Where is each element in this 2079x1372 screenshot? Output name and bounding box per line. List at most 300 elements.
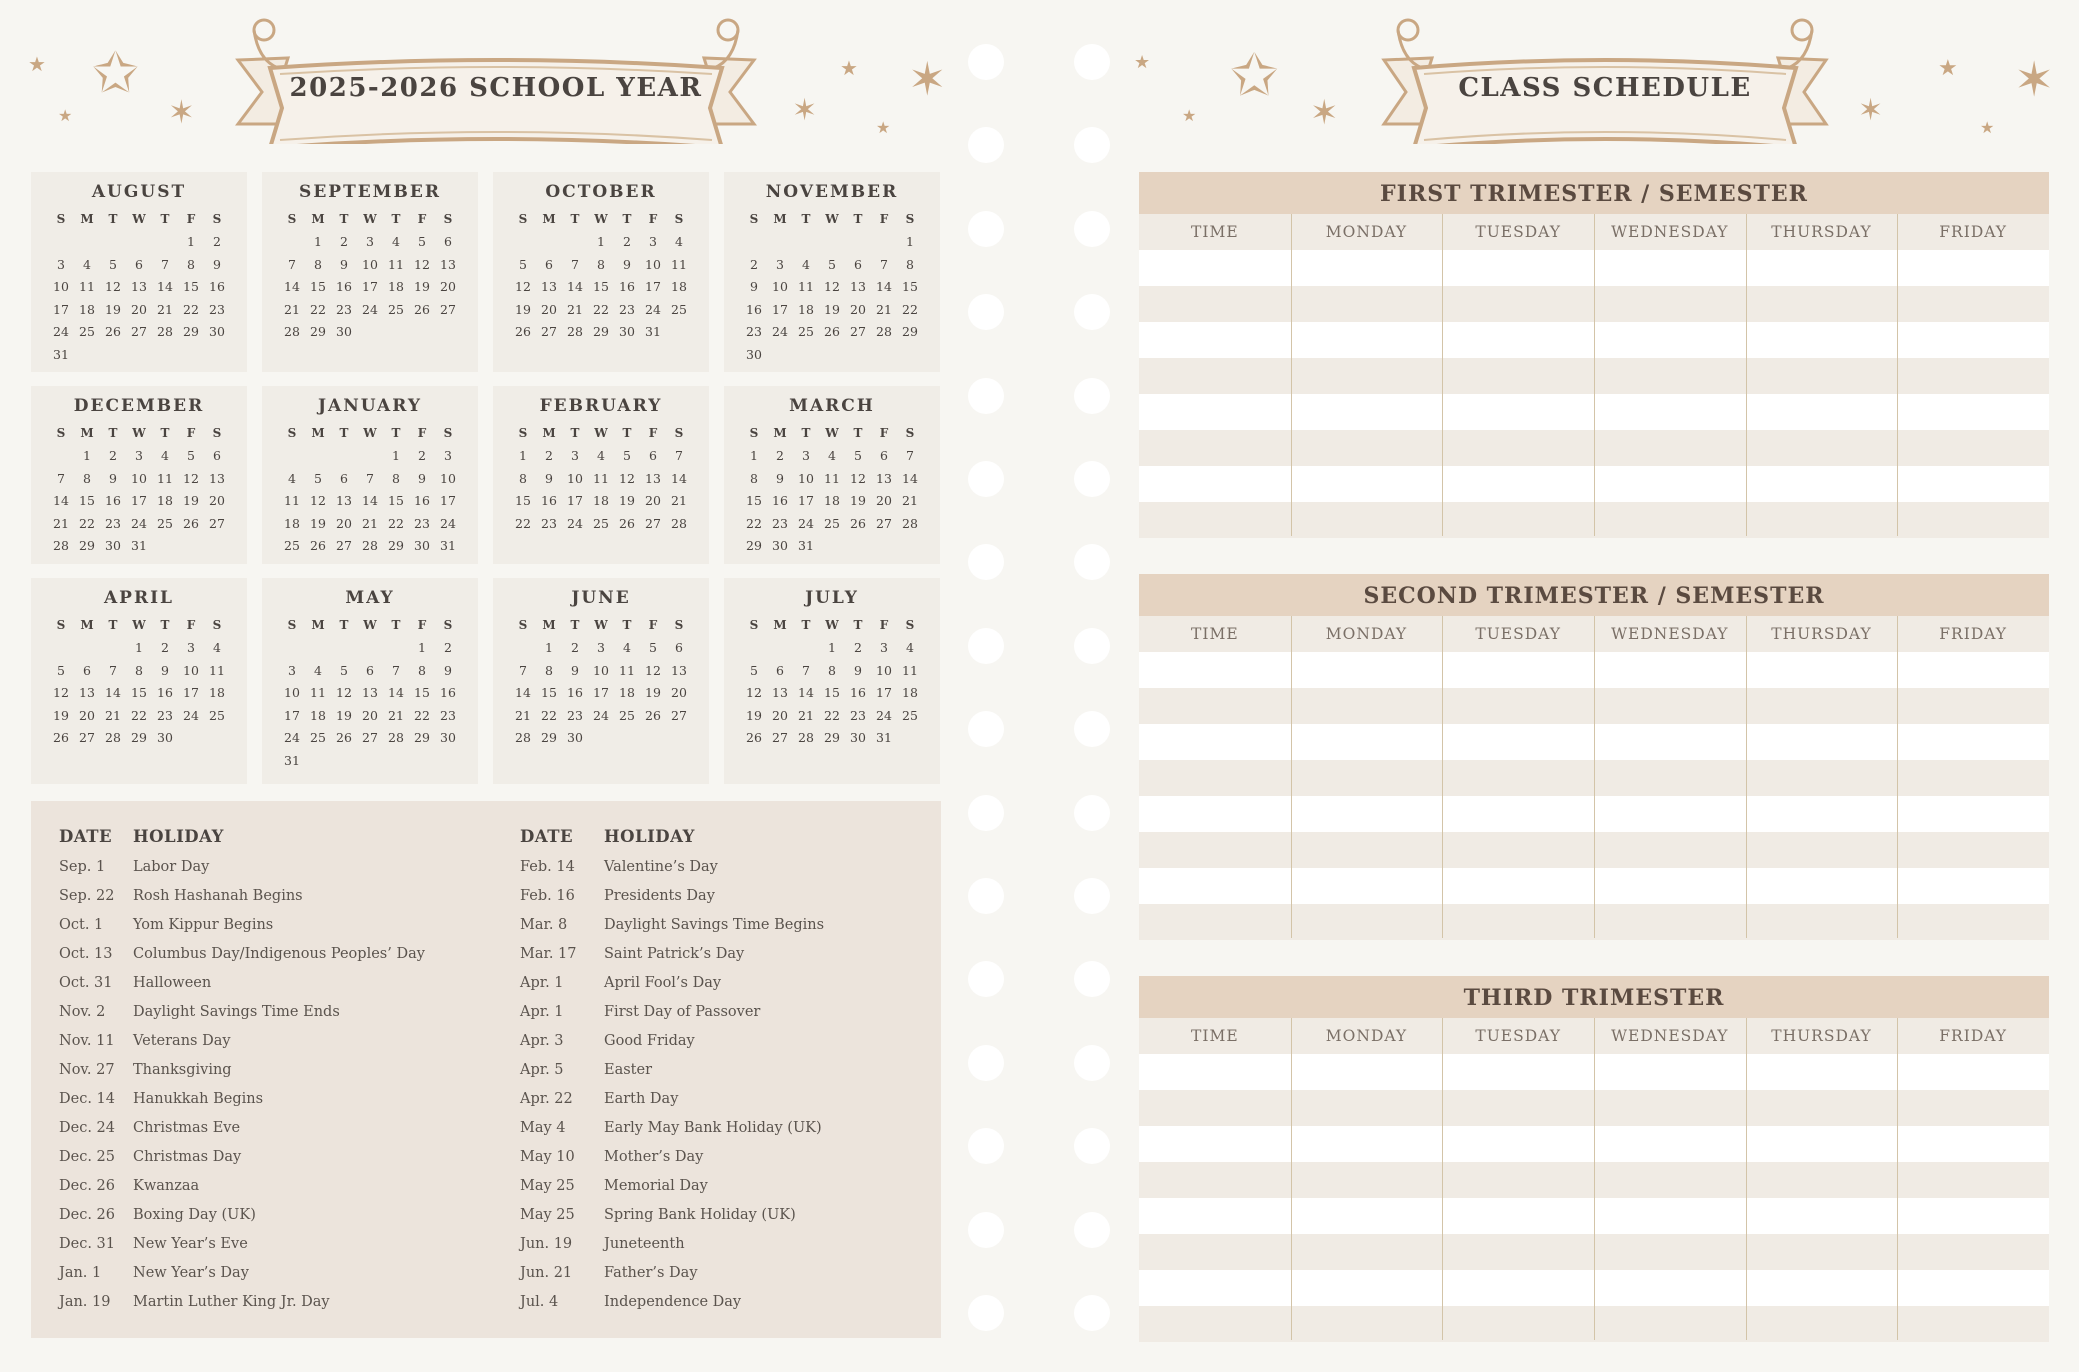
calendar-day: 12 — [515, 279, 531, 294]
weekday-letter: T — [160, 618, 170, 632]
star-icon: ★ — [876, 118, 891, 137]
calendar-day: 10 — [876, 662, 892, 678]
calendar-day: 8 — [545, 662, 553, 678]
calendar-day: 21 — [902, 493, 918, 508]
calendar-day: 8 — [597, 256, 605, 272]
calendar-day: 27 — [772, 730, 788, 745]
calendar-day: 31 — [798, 538, 814, 553]
star-icon: ✶ — [792, 93, 818, 128]
calendar-day: 16 — [336, 279, 352, 294]
calendar-day: 30 — [209, 324, 225, 339]
weekday-letter: T — [339, 212, 349, 226]
binder-hole — [1074, 211, 1110, 247]
calendar-day: 2 — [776, 448, 784, 463]
schedule-column-divider — [1897, 214, 1898, 536]
calendar-day: 30 — [619, 324, 635, 339]
calendar-day: 16 — [541, 493, 557, 508]
calendar-day: 13 — [772, 685, 788, 700]
calendar-day: 6 — [545, 256, 553, 272]
calendar-day: 28 — [798, 730, 814, 745]
calendar-day: 9 — [109, 470, 117, 486]
calendar-day: 29 — [79, 538, 95, 553]
schedule-column-divider — [1897, 616, 1898, 938]
binder-hole — [968, 211, 1004, 247]
weekday-letter: F — [648, 618, 658, 632]
binder-hole — [1074, 1295, 1110, 1331]
calendar-day: 28 — [671, 515, 687, 531]
star-icon: ✶ — [1858, 93, 1884, 128]
calendar-day: 19 — [310, 515, 326, 531]
calendar-day: 26 — [53, 730, 69, 745]
calendar-day: 5 — [854, 448, 862, 463]
weekday-letter: T — [622, 212, 632, 226]
calendar-day: 28 — [362, 538, 378, 553]
schedule-column-header: TIME — [1191, 1027, 1239, 1045]
calendar-day: 27 — [876, 515, 892, 531]
calendar-day: 25 — [619, 707, 635, 723]
calendar-day: 10 — [284, 685, 300, 700]
month-card — [493, 578, 709, 784]
weekday-letter: F — [648, 426, 658, 440]
calendar-day: 17 — [183, 685, 199, 700]
schedule-column-header: WEDNESDAY — [1611, 1027, 1729, 1045]
holiday-name: Kwanzaa — [133, 1178, 200, 1194]
calendar-day: 21 — [515, 707, 531, 723]
calendar-day: 19 — [850, 493, 866, 508]
calendar-day: 21 — [157, 301, 173, 317]
calendar-day: 18 — [209, 685, 225, 700]
calendar-day: 12 — [824, 279, 840, 294]
calendar-day: 12 — [414, 256, 430, 272]
calendar-day: 28 — [876, 324, 892, 339]
weekday-letter: T — [570, 618, 580, 632]
binder-hole — [968, 1295, 1004, 1331]
calendar-day: 25 — [388, 301, 404, 317]
calendar-day: 7 — [675, 448, 683, 463]
schedule-column-header: MONDAY — [1325, 1027, 1408, 1045]
schedule-column-header: FRIDAY — [1939, 625, 2008, 643]
calendar-day: 3 — [444, 448, 452, 463]
calendar-day: 29 — [541, 730, 557, 745]
weekday-letter: T — [622, 618, 632, 632]
star-icon: ★ — [28, 52, 46, 76]
calendar-day: 2 — [545, 448, 553, 463]
binder-hole — [1074, 628, 1110, 664]
calendar-day: 1 — [597, 234, 605, 249]
calendar-day: 15 — [388, 493, 404, 508]
weekday-letter: W — [594, 426, 608, 440]
binder-hole — [1074, 378, 1110, 414]
calendar-day: 10 — [53, 279, 69, 294]
holiday-name: Easter — [604, 1062, 653, 1078]
holiday-name: Juneteenth — [604, 1236, 685, 1252]
calendar-day: 5 — [187, 448, 195, 463]
calendar-day: 11 — [388, 256, 404, 272]
month-name: JANUARY — [317, 396, 422, 416]
star-icon: ★ — [1182, 106, 1197, 125]
month-name: JUNE — [571, 588, 631, 608]
calendar-day: 27 — [671, 707, 687, 723]
calendar-day: 14 — [388, 685, 404, 700]
calendar-day: 17 — [567, 493, 583, 508]
calendar-day: 14 — [53, 493, 69, 508]
calendar-day: 4 — [213, 640, 221, 655]
calendar-day: 3 — [187, 640, 195, 655]
weekday-letter: F — [417, 426, 427, 440]
calendar-day: 23 — [746, 324, 762, 339]
calendar-day: 4 — [392, 234, 400, 249]
weekday-letter: M — [542, 426, 556, 440]
calendar-day: 22 — [388, 515, 404, 531]
schedule-column-divider — [1442, 1018, 1443, 1340]
calendar-day: 25 — [79, 324, 95, 339]
calendar-day: 8 — [187, 256, 195, 272]
month-name: SEPTEMBER — [299, 182, 441, 202]
calendar-day: 1 — [392, 448, 400, 463]
weekday-letter: M — [773, 212, 787, 226]
star-icon: ★ — [58, 106, 73, 125]
weekday-letter: S — [905, 426, 915, 440]
schedule-column-header: WEDNESDAY — [1611, 625, 1729, 643]
star-icon: ✶ — [168, 93, 195, 131]
calendar-day: 19 — [53, 707, 69, 723]
weekday-letter: S — [287, 212, 297, 226]
binder-hole — [1074, 878, 1110, 914]
calendar-day: 10 — [440, 470, 456, 486]
weekday-letter: W — [363, 212, 377, 226]
calendar-day: 20 — [362, 707, 378, 723]
schedule-term-title: FIRST TRIMESTER / SEMESTER — [1139, 172, 2049, 214]
calendar-day: 20 — [645, 493, 661, 508]
star-icon: ✶ — [1310, 93, 1339, 133]
weekday-letter: S — [287, 426, 297, 440]
holiday-name-header: HOLIDAY — [604, 827, 695, 846]
schedule-table — [1139, 976, 2049, 1340]
calendar-day: 5 — [57, 662, 65, 678]
calendar-day: 14 — [567, 279, 583, 294]
calendar-day: 1 — [750, 448, 758, 463]
calendar-day: 24 — [183, 707, 199, 723]
holiday-name: Valentine’s Day — [604, 859, 718, 875]
calendar-day: 22 — [183, 301, 199, 317]
calendar-day: 12 — [105, 279, 121, 294]
star-icon: ✶ — [908, 52, 947, 106]
holiday-name: Yom Kippur Begins — [133, 917, 274, 933]
holiday-date: Apr. 1 — [520, 1004, 564, 1020]
weekday-letter: M — [311, 618, 325, 632]
holiday-date: Apr. 1 — [520, 975, 564, 991]
weekday-letter: T — [853, 426, 863, 440]
holiday-date: Sep. 1 — [59, 859, 106, 875]
calendar-day: 18 — [284, 515, 300, 531]
calendar-day: 13 — [131, 279, 147, 294]
calendar-day: 22 — [310, 301, 326, 317]
binder-hole — [1074, 544, 1110, 580]
holiday-name: Martin Luther King Jr. Day — [133, 1294, 330, 1310]
calendar-day: 31 — [645, 324, 661, 339]
calendar-day: 26 — [746, 730, 762, 745]
calendar-day: 10 — [567, 470, 583, 486]
schedule-column-header: TUESDAY — [1475, 1027, 1561, 1045]
holiday-name: Labor Day — [133, 859, 210, 875]
calendar-day: 29 — [593, 324, 609, 339]
calendar-day: 18 — [902, 685, 918, 700]
calendar-day: 26 — [105, 324, 121, 339]
weekday-letter: S — [674, 212, 684, 226]
calendar-day: 26 — [824, 324, 840, 339]
schedule-column-divider — [1442, 214, 1443, 536]
calendar-day: 20 — [671, 685, 687, 700]
calendar-day: 22 — [414, 707, 430, 723]
holiday-name: New Year’s Day — [133, 1265, 249, 1281]
holiday-date: Feb. 14 — [520, 859, 575, 875]
schedule-column-divider — [1897, 1018, 1898, 1340]
holiday-name: Daylight Savings Time Begins — [604, 917, 825, 933]
calendar-day: 4 — [675, 234, 683, 249]
calendar-day: 3 — [366, 234, 374, 249]
calendar-day: 22 — [79, 515, 95, 531]
calendar-day: 4 — [314, 662, 322, 678]
calendar-day: 30 — [440, 730, 456, 745]
calendar-day: 19 — [515, 301, 531, 317]
holiday-name: Spring Bank Holiday (UK) — [604, 1207, 796, 1223]
calendar-day: 2 — [571, 640, 579, 655]
calendar-day: 9 — [776, 470, 784, 486]
weekday-letter: T — [391, 618, 401, 632]
calendar-day: 3 — [571, 448, 579, 463]
holiday-date: Oct. 1 — [59, 917, 104, 933]
calendar-day: 28 — [53, 538, 69, 553]
calendar-day: 18 — [671, 279, 687, 294]
calendar-day: 1 — [187, 234, 195, 249]
schedule-column-header: WEDNESDAY — [1611, 223, 1729, 241]
calendar-day: 5 — [109, 256, 117, 272]
schedule-column-header: THURSDAY — [1771, 223, 1872, 241]
calendar-day: 8 — [314, 256, 322, 272]
weekday-letter: F — [879, 618, 889, 632]
binder-hole — [968, 795, 1004, 831]
holiday-date: Mar. 8 — [520, 917, 568, 933]
weekday-letter: F — [186, 618, 196, 632]
binder-hole — [968, 378, 1004, 414]
binder-hole — [1074, 294, 1110, 330]
calendar-day: 27 — [209, 515, 225, 531]
calendar-day: 26 — [515, 324, 531, 339]
calendar-day: 17 — [362, 279, 378, 294]
calendar-day: 27 — [440, 301, 456, 317]
calendar-day: 24 — [440, 515, 456, 531]
calendar-day: 29 — [746, 538, 762, 553]
calendar-day: 13 — [79, 685, 95, 700]
calendar-day: 4 — [828, 448, 836, 463]
calendar-day: 26 — [414, 301, 430, 317]
calendar-day: 18 — [310, 707, 326, 723]
calendar-day: 23 — [157, 707, 173, 723]
binder-hole — [968, 628, 1004, 664]
holiday-name: April Fool’s Day — [604, 975, 722, 991]
weekday-letter: T — [622, 426, 632, 440]
calendar-day: 30 — [157, 730, 173, 745]
calendar-day: 18 — [79, 301, 95, 317]
binder-hole — [968, 961, 1004, 997]
calendar-day: 18 — [388, 279, 404, 294]
weekday-letter: M — [80, 212, 94, 226]
calendar-banner — [218, 12, 774, 144]
holiday-date-header: DATE — [520, 827, 574, 846]
weekday-letter: M — [311, 426, 325, 440]
calendar-day: 13 — [362, 685, 378, 700]
holiday-name: First Day of Passover — [604, 1004, 761, 1020]
calendar-day: 7 — [109, 662, 117, 678]
calendar-day: 15 — [902, 279, 918, 294]
calendar-day: 22 — [131, 707, 147, 723]
calendar-day: 17 — [440, 493, 456, 508]
binder-hole — [1074, 1045, 1110, 1081]
month-card — [262, 172, 478, 372]
month-card — [262, 386, 478, 564]
calendar-day: 15 — [183, 279, 199, 294]
weekday-letter: M — [542, 212, 556, 226]
weekday-letter: W — [825, 426, 839, 440]
weekday-letter: W — [825, 618, 839, 632]
calendar-day: 21 — [876, 301, 892, 317]
calendar-day: 25 — [209, 707, 225, 723]
weekday-letter: S — [212, 212, 222, 226]
calendar-day: 13 — [541, 279, 557, 294]
weekday-letter: M — [542, 618, 556, 632]
calendar-day: 15 — [414, 685, 430, 700]
schedule-title: CLASS SCHEDULE — [1458, 73, 1752, 103]
calendar-day: 20 — [850, 301, 866, 317]
calendar-day: 7 — [802, 662, 810, 678]
calendar-day: 2 — [213, 234, 221, 249]
star-icon: ★ — [1938, 56, 1958, 81]
holiday-date: Dec. 31 — [59, 1236, 115, 1252]
calendar-day: 26 — [645, 707, 661, 723]
weekday-letter: S — [443, 426, 453, 440]
holiday-date: Apr. 22 — [520, 1091, 573, 1107]
calendar-day: 14 — [284, 279, 300, 294]
calendar-day: 29 — [824, 730, 840, 745]
calendar-day: 7 — [906, 448, 914, 463]
holiday-date: May 10 — [520, 1149, 575, 1165]
calendar-day: 11 — [284, 493, 300, 508]
calendar-day: 7 — [161, 256, 169, 272]
weekday-letter: T — [339, 618, 349, 632]
calendar-day: 29 — [183, 324, 199, 339]
calendar-day: 21 — [362, 515, 378, 531]
weekday-letter: T — [801, 426, 811, 440]
weekday-letter: S — [56, 212, 66, 226]
weekday-letter: S — [905, 618, 915, 632]
weekday-letter: S — [443, 212, 453, 226]
holiday-name: Earth Day — [604, 1091, 679, 1107]
calendar-day: 21 — [671, 493, 687, 508]
calendar-day: 12 — [619, 470, 635, 486]
calendar-day: 20 — [79, 707, 95, 723]
weekday-letter: S — [518, 212, 528, 226]
calendar-title: 2025-2026 SCHOOL YEAR — [289, 73, 703, 103]
calendar-day: 20 — [336, 515, 352, 531]
calendar-day: 3 — [288, 662, 296, 678]
star-icon: ✩ — [1230, 41, 1279, 109]
calendar-day: 23 — [209, 301, 225, 317]
holiday-date: Dec. 14 — [59, 1091, 115, 1107]
binder-hole — [1074, 461, 1110, 497]
calendar-day: 24 — [362, 301, 378, 317]
calendar-day: 17 — [876, 685, 892, 700]
calendar-day: 21 — [53, 515, 69, 531]
calendar-day: 20 — [772, 707, 788, 723]
calendar-day: 21 — [284, 301, 300, 317]
calendar-day: 25 — [671, 301, 687, 317]
calendar-day: 14 — [105, 685, 121, 700]
calendar-day: 17 — [593, 685, 609, 700]
calendar-day: 6 — [340, 470, 348, 486]
holiday-name-header: HOLIDAY — [133, 827, 224, 846]
calendar-day: 1 — [418, 640, 426, 655]
weekday-letter: W — [363, 426, 377, 440]
calendar-day: 24 — [53, 324, 69, 339]
weekday-letter: T — [160, 426, 170, 440]
calendar-day: 6 — [854, 256, 862, 272]
calendar-day: 7 — [366, 470, 374, 486]
calendar-day: 14 — [157, 279, 173, 294]
calendar-day: 16 — [850, 685, 866, 700]
weekday-letter: S — [518, 426, 528, 440]
calendar-day: 22 — [593, 301, 609, 317]
calendar-day: 5 — [750, 662, 758, 678]
weekday-letter: S — [56, 426, 66, 440]
calendar-day: 19 — [824, 301, 840, 317]
calendar-day: 28 — [902, 515, 918, 531]
calendar-day: 28 — [284, 324, 300, 339]
calendar-day: 26 — [336, 730, 352, 745]
calendar-day: 9 — [623, 256, 631, 272]
calendar-day: 6 — [880, 448, 888, 463]
calendar-day: 31 — [440, 538, 456, 553]
calendar-day: 8 — [83, 470, 91, 486]
calendar-day: 15 — [131, 685, 147, 700]
calendar-day: 20 — [876, 493, 892, 508]
calendar-day: 10 — [593, 662, 609, 678]
holiday-date: Dec. 24 — [59, 1120, 115, 1136]
calendar-day: 27 — [362, 730, 378, 745]
calendar-day: 9 — [161, 662, 169, 678]
calendar-day: 24 — [284, 730, 300, 745]
weekday-letter: T — [160, 212, 170, 226]
calendar-day: 23 — [850, 707, 866, 723]
weekday-letter: W — [594, 212, 608, 226]
calendar-day: 8 — [519, 470, 527, 486]
weekday-letter: F — [417, 618, 427, 632]
calendar-day: 4 — [906, 640, 914, 655]
calendar-day: 20 — [440, 279, 456, 294]
binder-hole — [968, 1128, 1004, 1164]
calendar-day: 12 — [645, 662, 661, 678]
month-card — [493, 172, 709, 372]
calendar-day: 10 — [183, 662, 199, 678]
calendar-day: 27 — [131, 324, 147, 339]
calendar-day: 23 — [541, 515, 557, 531]
holiday-date: Nov. 2 — [59, 1004, 106, 1020]
calendar-day: 24 — [645, 301, 661, 317]
calendar-day: 11 — [824, 470, 840, 486]
weekday-letter: F — [186, 426, 196, 440]
month-name: NOVEMBER — [765, 182, 899, 202]
calendar-day: 28 — [567, 324, 583, 339]
weekday-letter: S — [212, 426, 222, 440]
